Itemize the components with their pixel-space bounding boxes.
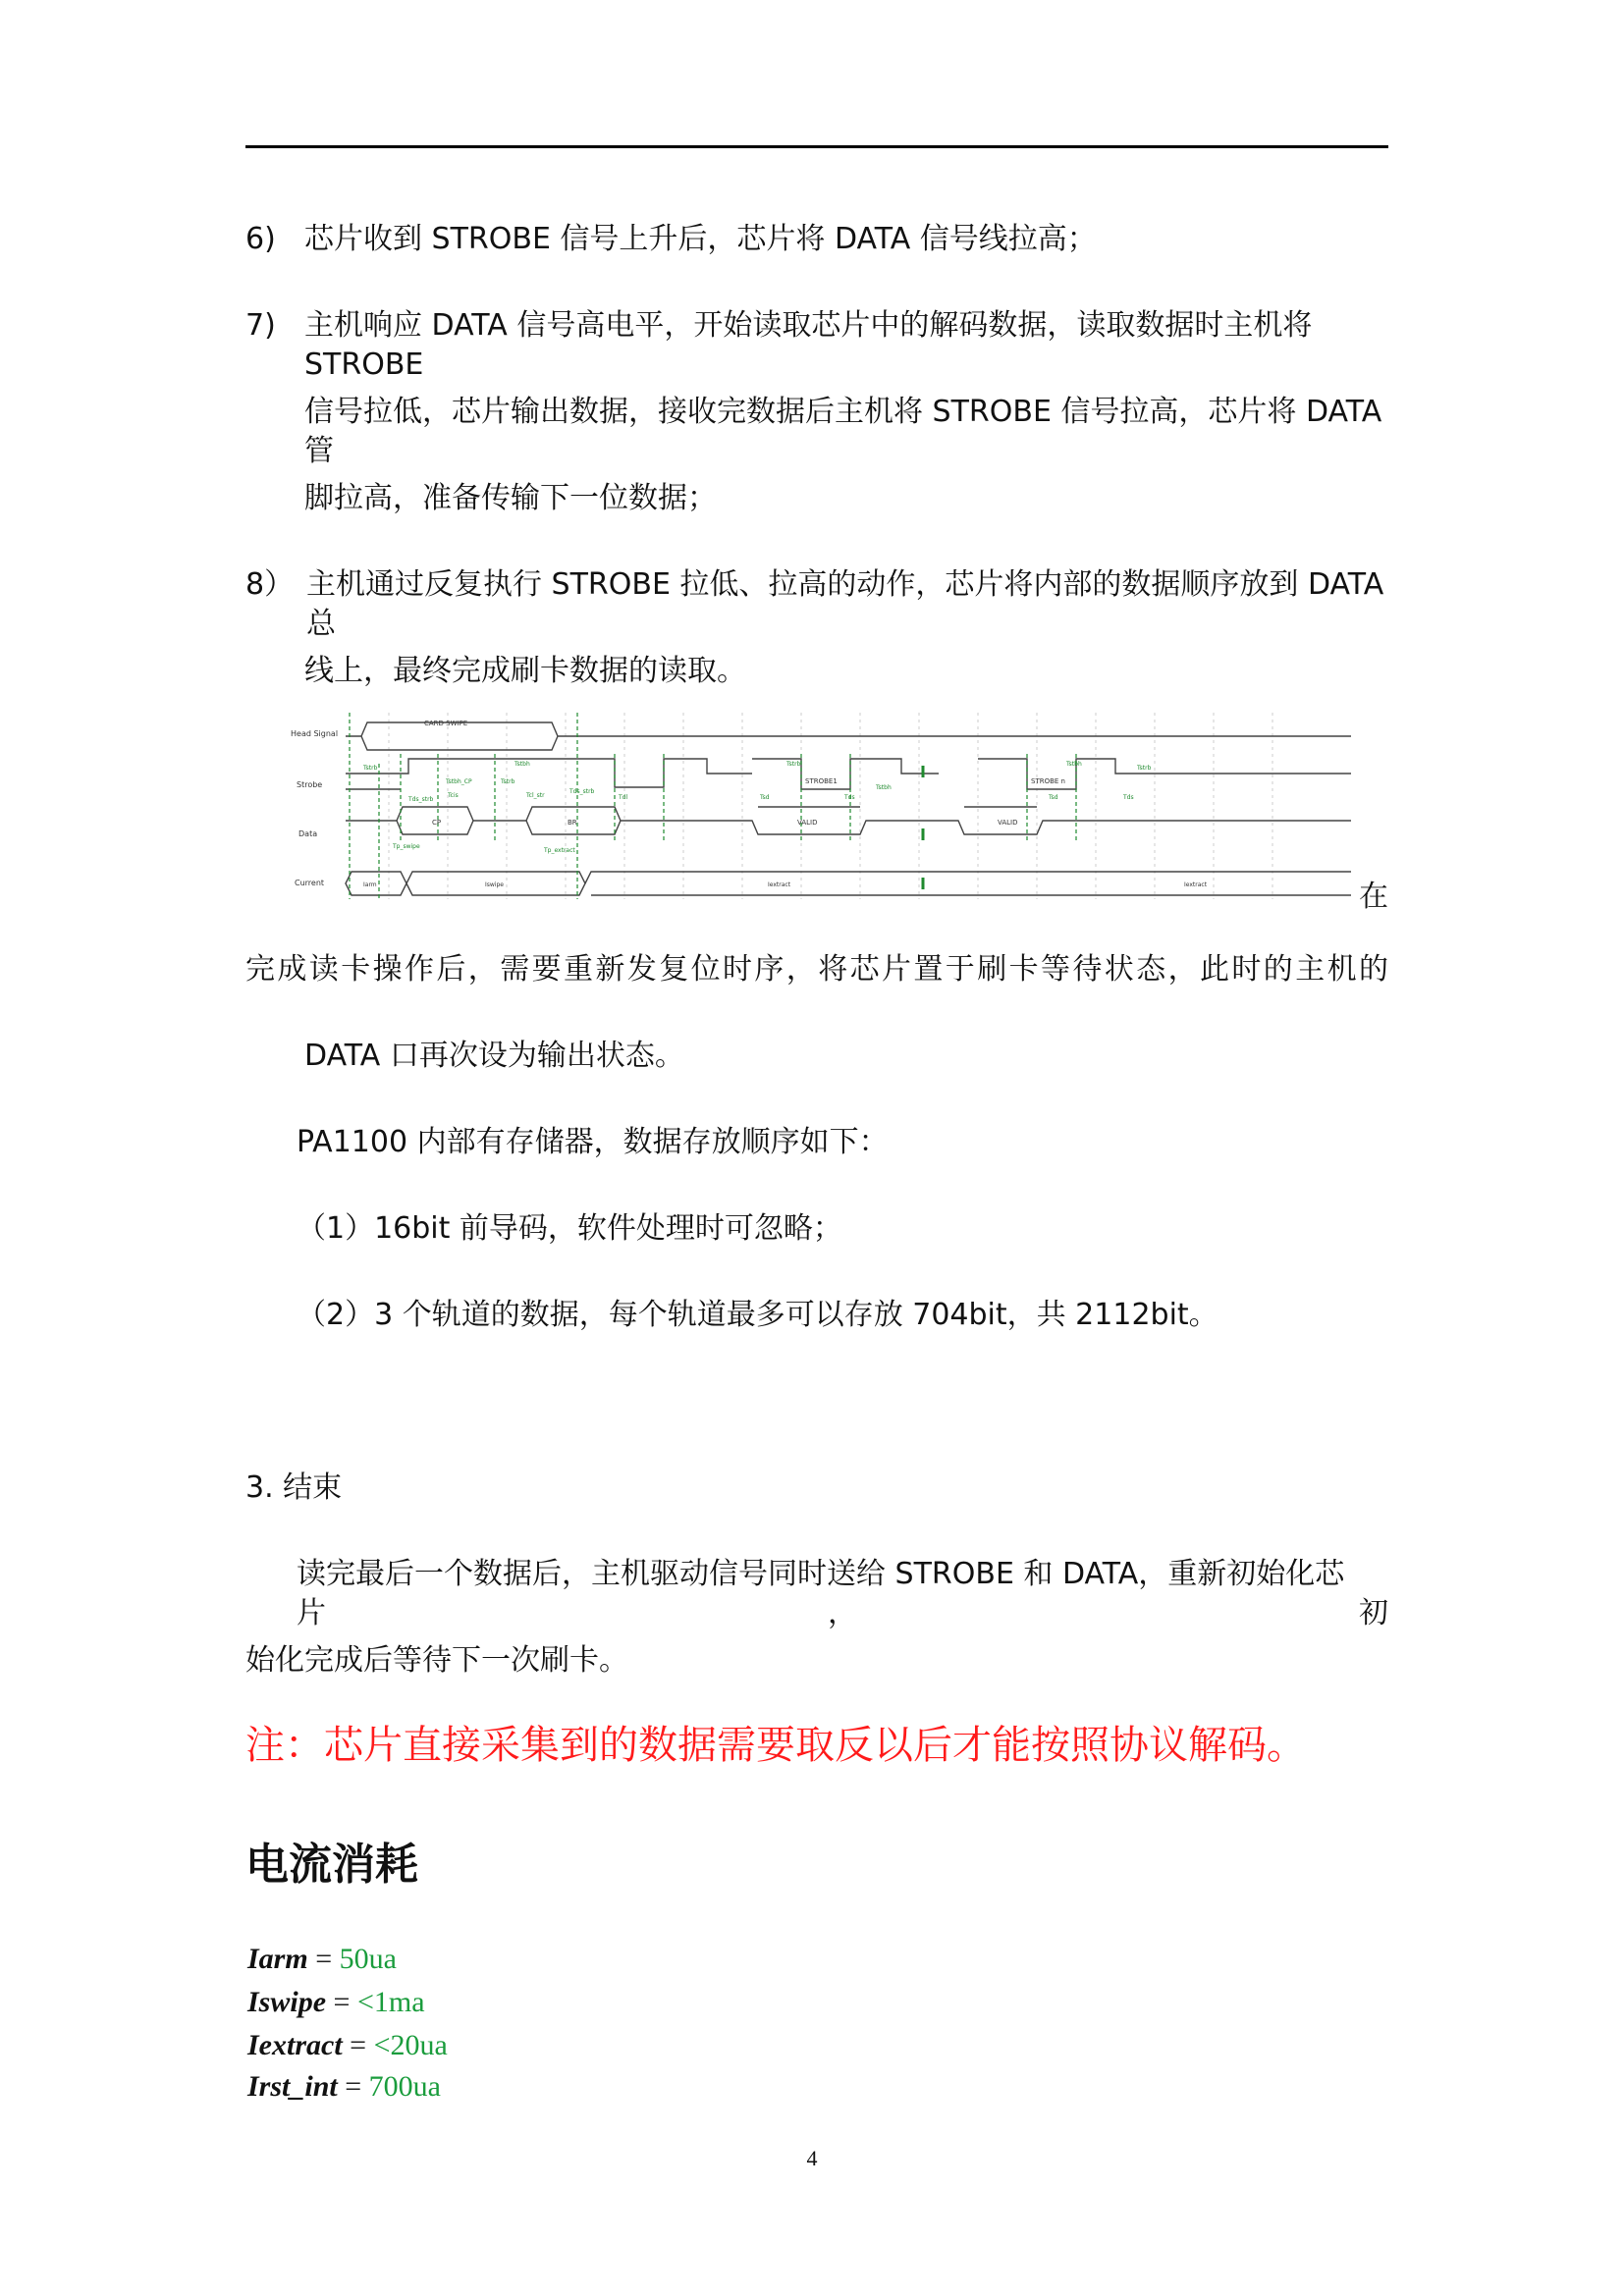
timing-label-6: Tstbh <box>1066 761 1082 768</box>
memory-item-2: （2）3 个轨道的数据，每个轨道最多可以存放 704bit，共 2112bit。 <box>297 1298 1218 1332</box>
section-3-line-1: 读完最后一个数据后，主机驱动信号同时送给 STROBE 和 DATA，重新初始化芯片，初 <box>297 1557 1388 1630</box>
equation-iswipe <box>247 1983 425 2022</box>
power-heading: 电流消耗 <box>245 1840 418 1890</box>
page-number: 4 <box>806 2146 818 2170</box>
step-8-line-1: 主机通过反复执行 STROBE 拉低、拉高的动作，芯片将内部的数据顺序放到 DATA 总 <box>306 567 1384 641</box>
section-3-line-2: 始化完成后等待下一次刷卡。 <box>245 1643 628 1678</box>
step-7-line-2: 信号拉低，芯片输出数据，接收完数据后主机将 STROBE 信号拉高，芯片将 DATA 管 <box>304 395 1382 468</box>
eq-value: <20ua <box>373 2029 448 2061</box>
after-diagram-word: 在 <box>1359 880 1388 914</box>
timing-diagram <box>291 705 1357 901</box>
current-label-extract-2: Iextract <box>1184 881 1208 888</box>
step-8-number: 8） <box>245 567 295 602</box>
eq-op: = <box>326 1986 357 2018</box>
timing-label-7: Tstrb <box>1137 765 1152 772</box>
timing-label-9: Tcis <box>448 792 459 799</box>
timing-label-1: Tstbh_CP <box>446 778 472 785</box>
memory-item-1: （1）16bit 前导码，软件处理时可忽略； <box>297 1211 842 1246</box>
step-6-number: 6) <box>245 222 276 256</box>
step-7-line-1: 主机响应 DATA 信号高电平，开始读取芯片中的解码数据，读取数据时主机将 STROBE <box>304 308 1313 382</box>
timing-label-12: Tdl <box>619 794 628 801</box>
step-7-number: 7) <box>245 308 276 343</box>
memory-intro: PA1100 内部有存储器，数据存放顺序如下： <box>297 1125 889 1159</box>
signal-label-strobe: Strobe <box>297 780 323 789</box>
eq-op: = <box>342 2029 374 2061</box>
equation-iextract <box>247 2026 448 2065</box>
timing-label-15: Tsd <box>1049 794 1058 801</box>
data-label-cp: CP <box>432 819 442 827</box>
strobe-label-n: STROBE n <box>1031 777 1065 785</box>
step-6-text: 芯片收到 STROBE 信号上升后，芯片将 DATA 信号线拉高； <box>304 222 1097 256</box>
timing-label-2: Tstrb <box>501 778 515 785</box>
timing-label-17: Tp_swipe <box>393 843 420 850</box>
data-label-valid-1: VALID <box>797 819 818 827</box>
signal-label-data: Data <box>298 829 318 838</box>
equation-iarm <box>247 1940 397 1979</box>
step-8-line-2: 线上，最终完成刷卡数据的读取。 <box>304 654 746 688</box>
timing-label-8: Tds_strb <box>408 796 434 803</box>
note-text: 注：芯片直接采集到的数据需要取反以后才能按照协议解码。 <box>245 1723 1306 1768</box>
timing-label-14: Tds <box>844 794 855 801</box>
eq-name: Iswipe <box>247 1986 327 2018</box>
equation-irst-int <box>247 2067 441 2107</box>
step-7-line-3: 脚拉高，准备传输下一位数据； <box>304 481 717 515</box>
current-label-extract-1: Iextract <box>768 881 791 888</box>
eq-name: Iarm <box>247 1943 308 1975</box>
data-label-valid-2: VALID <box>998 819 1018 827</box>
timing-label-5: Tstbh <box>876 784 892 791</box>
strobe-label-1: STROBE1 <box>805 777 838 785</box>
eq-name: Irst_int <box>247 2070 338 2103</box>
timing-label-13: Tsd <box>760 794 770 801</box>
after-diagram-line-2: DATA 口再次设为输出状态。 <box>304 1039 684 1073</box>
timing-label-10: Tcl_str <box>526 792 545 799</box>
eq-name: Iextract <box>247 2029 343 2061</box>
timing-label-4: Tstrb <box>786 761 801 768</box>
timing-label-18: Tp_extract <box>544 847 575 854</box>
header-rule <box>245 145 1388 148</box>
eq-op: = <box>337 2070 369 2103</box>
eq-op: = <box>307 1943 340 1975</box>
after-diagram-line-1: 完成读卡操作后，需要重新发复位时序，将芯片置于刷卡等待状态，此时的主机的 <box>245 952 1388 987</box>
timing-label-11: Tds_strb <box>569 788 595 795</box>
section-3-heading: 3. 结束 <box>245 1470 343 1505</box>
timing-label-0: Tstrb <box>363 765 378 772</box>
data-label-br: BR <box>568 819 577 827</box>
head-label: CARD SWIPE <box>424 720 468 727</box>
signal-label-head: Head Signal <box>291 729 339 738</box>
eq-value: 700ua <box>368 2070 441 2103</box>
eq-value: <1ma <box>356 1986 425 2018</box>
timing-label-16: Tds <box>1123 794 1134 801</box>
signal-label-current: Current <box>295 879 325 887</box>
current-label-swipe: Iswipe <box>485 881 504 888</box>
current-label-arm: Iarm <box>363 881 377 888</box>
timing-label-3: Tstbh <box>514 761 530 768</box>
eq-value: 50ua <box>339 1943 397 1975</box>
